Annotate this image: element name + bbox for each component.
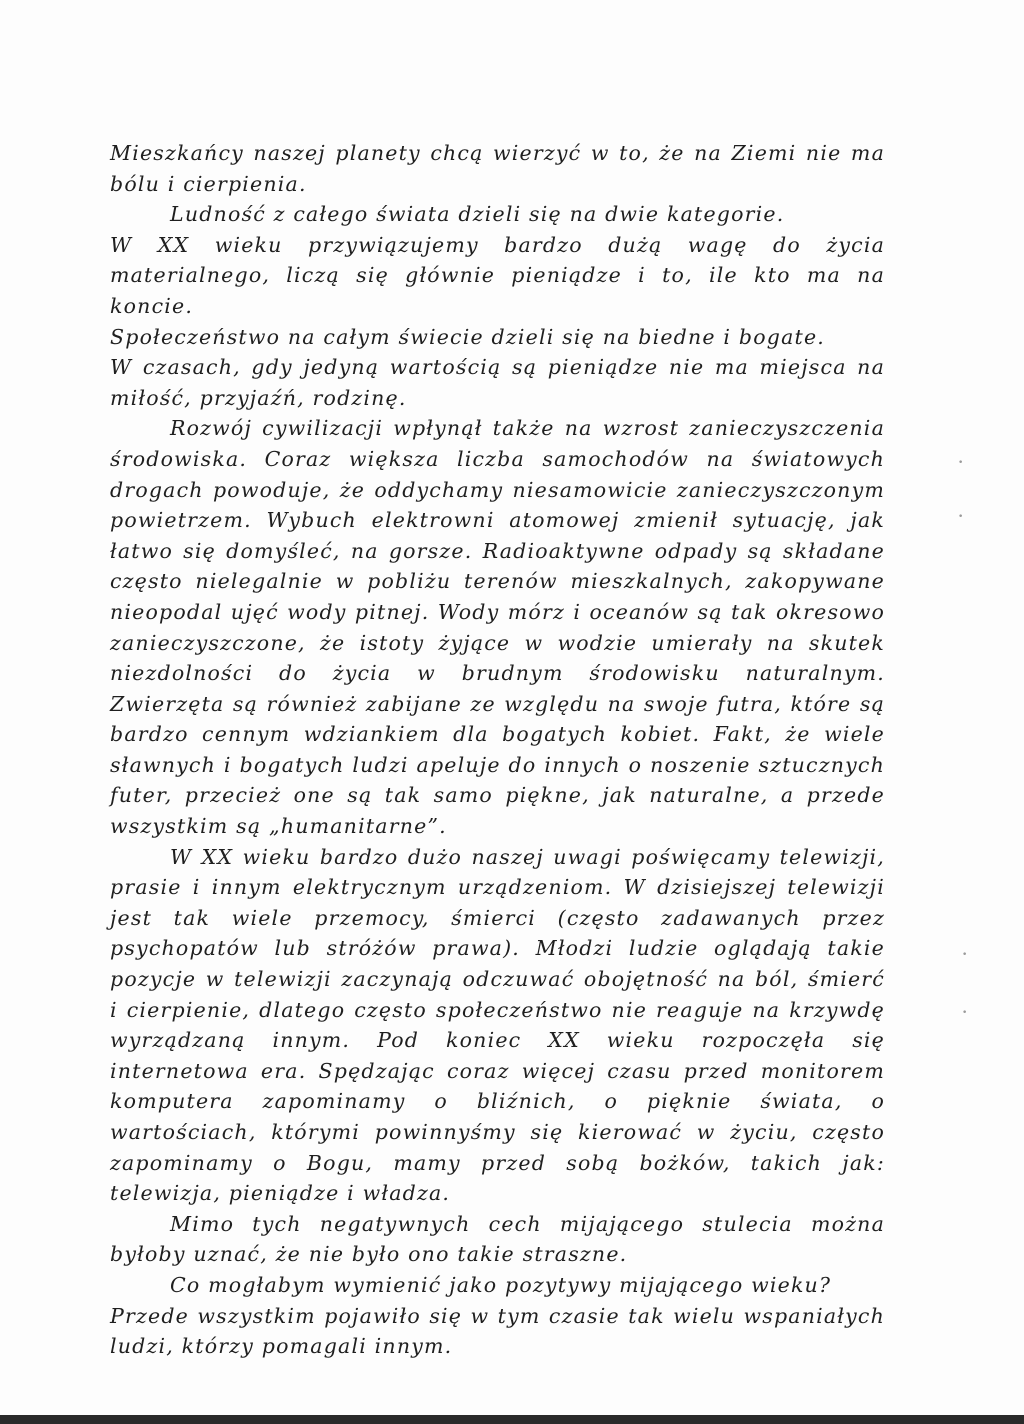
essay-body bbox=[110, 138, 885, 1362]
paragraph-8: Mimo tych negatywnych cech mijającego stulecia można byłoby uznać, że nie było ono takie straszne. bbox=[110, 1211, 885, 1267]
scan-speck: • bbox=[958, 458, 964, 468]
paragraph-4: Społeczeństwo na całym świecie dzieli się na biedne i bogate. bbox=[110, 324, 825, 349]
scan-speck: • bbox=[962, 950, 968, 960]
scan-speck: • bbox=[962, 1008, 968, 1018]
paragraph-6: Rozwój cywilizacji wpłynął także na wzrost zanieczyszczenia środowiska. Coraz większa liczba samochodów na światowych drogach powoduje, że oddychamy niesamowicie zanieczyszczonym powietrzem. Wybuch elektrowni atomowej zmienił sytuację, jak łatwo się domyśleć, na gorsze. Radioaktywne odpady są składane często nielegalnie w pobliżu terenów mieszkalnych, zakopywane nieopodal ujęć wody pitnej. Wody mórz i oceanów są tak okresowo zanieczyszczone, że istoty żyjące w wodzie umierały na skutek niezdolności do życia w brudnym środowisku naturalnym. Zwierzęta są również zabijane ze względu na swoje futra, które są bardzo cennym wdziankiem dla bogatych kobiet. Fakt, że wiele sławnych i bogatych ludzi apeluje do innych o noszenie sztucznych futer, przecież one są tak samo piękne, jak naturalne, a przede wszystkim są „humanitarne”. bbox=[110, 416, 885, 839]
paragraph-1: Mieszkańcy naszej planety chcą wierzyć w to, że na Ziemi nie ma bólu i cierpienia. bbox=[110, 141, 885, 196]
paragraph-9: Co mogłabym wymienić jako pozytywy mijającego wieku? bbox=[170, 1272, 832, 1297]
paragraph-10: Przede wszystkim pojawiło się w tym czasie tak wielu wspaniałych ludzi, którzy pomagali innym. bbox=[110, 1303, 885, 1359]
scan-bottom-edge bbox=[0, 1415, 1024, 1424]
paragraph-3: W XX wieku przywiązujemy bardzo dużą wagę do życia materialnego, liczą się głównie pieniądze i to, ile kto ma na koncie. bbox=[110, 232, 885, 318]
paragraph-7: W XX wieku bardzo dużo naszej uwagi poświęcamy telewizji, prasie i innym elektrycznym urządzeniom. W dzisiejszej telewizji jest tak wiele przemocy, śmierci (często zadawanych przez psychopatów lub stróżów prawa). Młodzi ludzie oglądają takie pozycje w telewizji zaczynają odczuwać obojętność na ból, śmierć i cierpienie, dlatego często społeczeństwo nie reaguje na krzywdę wyrządzaną innym. Pod koniec XX wieku rozpoczęła się internetowa era. Spędzając coraz więcej czasu przed monitorem komputera zapominamy o bliźnich, o pięknie świata, o wartościach, którymi powinnyśmy się kierować w życiu, często zapominamy o Bogu, mamy przed sobą bożków, takich jak: telewizja, pieniądze i władza. bbox=[110, 844, 885, 1206]
paragraph-2: Ludność z całego świata dzieli się na dwie kategorie. bbox=[170, 202, 785, 227]
paragraph-5: W czasach, gdy jedyną wartością są pieniądze nie ma miejsca na miłość, przyjaźń, rodzinę. bbox=[110, 355, 885, 410]
scan-speck: • bbox=[958, 512, 964, 522]
